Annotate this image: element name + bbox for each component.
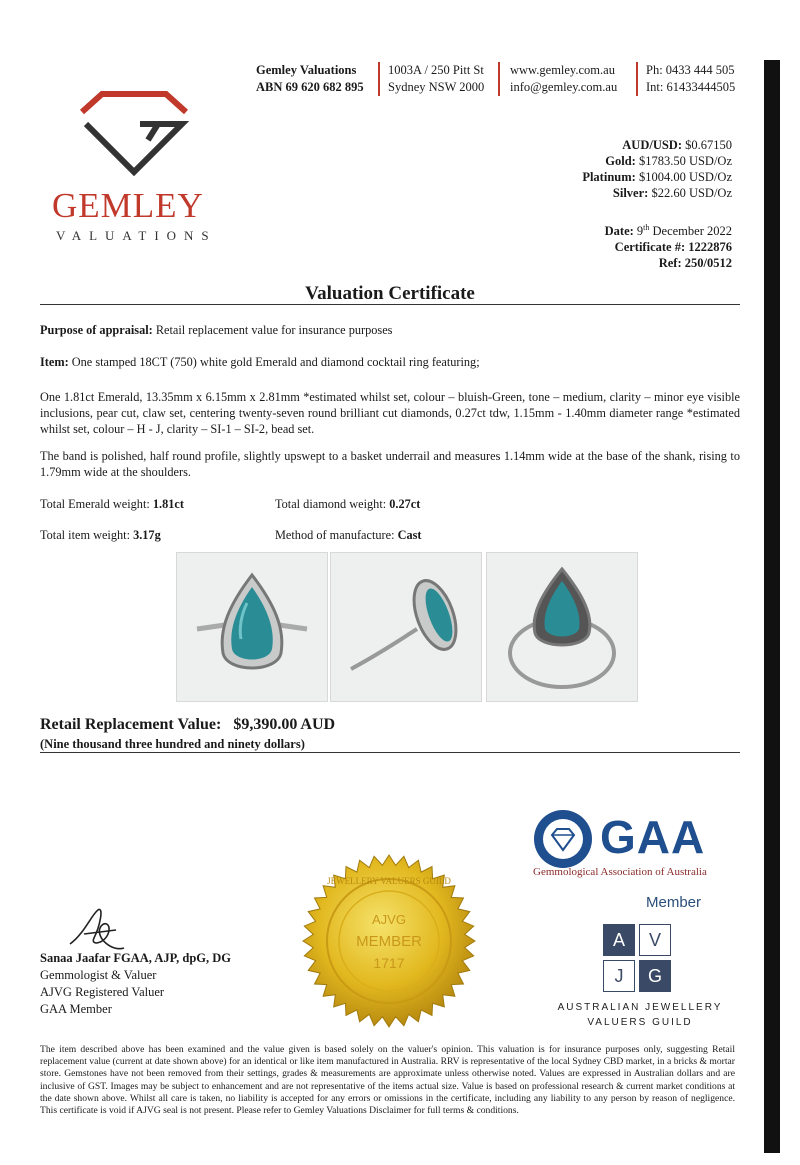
signer-role3: GAA Member [40, 1002, 112, 1016]
diamond-label: Total diamond weight: [275, 497, 387, 511]
emerald-value: 1.81ct [152, 497, 184, 511]
ring-front-icon [177, 553, 327, 701]
address-line1: 1003A / 250 Pitt St [388, 63, 484, 77]
header-divider [498, 62, 500, 96]
header-divider [636, 62, 638, 96]
brand-tagline: VALUATIONS [56, 228, 217, 243]
item-weight-label: Total item weight: [40, 528, 130, 542]
spec-diamond [275, 496, 420, 512]
description: One 1.81ct Emerald, 13.35mm x 6.15mm x 2.81mm *estimated whilst set, colour – bluish-Green, tone – medium, clarity – minor eye visible inclusions, pear cut, claw set, centering twenty-seven round brilliant cut diamonds, 0.27ct tdw, 1.15mm - 1.40mm diameter range *estimated whilst set, colour – H - J, clarity – SI-1 – SI-2, bead set. [40, 390, 740, 436]
signer-role1: Gemmologist & Valuer [40, 968, 157, 982]
page-title: Valuation Certificate [305, 283, 475, 304]
ajvg-letter-g: G [639, 960, 671, 992]
ring-side-icon [331, 553, 481, 701]
ring-photo-back [486, 552, 638, 702]
company-name: Gemley Valuations [256, 63, 357, 77]
address-line2: Sydney NSW 2000 [388, 80, 485, 94]
gaa-full-name: Gemmological Association of Australia [533, 866, 707, 878]
metal-rates [582, 137, 732, 201]
retail-value-words: (Nine thousand three hundred and ninety dollars) [40, 737, 305, 751]
header-divider [378, 62, 380, 96]
header-web [510, 62, 617, 96]
cert-number: 1222876 [688, 240, 732, 255]
gemley-logo-icon [78, 90, 190, 176]
email-link[interactable]: info@gemley.com.au [510, 80, 618, 94]
gold-value: $1783.50 USD/Oz [638, 154, 732, 168]
item [40, 354, 740, 370]
ajvg-letter-a: A [603, 924, 635, 956]
title-rule [40, 304, 740, 305]
spec-item-weight [40, 527, 161, 543]
audusd-label: AUD/USD: [622, 138, 682, 152]
sidebar-bar [764, 60, 780, 1153]
purpose-text: Retail replacement value for insurance purposes [155, 323, 393, 337]
retail-value [40, 716, 335, 734]
certificate-meta [605, 220, 732, 271]
signature-icon [64, 904, 134, 956]
gaa-emblem-icon [532, 808, 594, 870]
ajvg-gold-seal-icon [300, 852, 478, 1030]
gold-label: Gold: [605, 154, 636, 168]
diamond-value: 0.27ct [389, 497, 421, 511]
method-label: Method of manufacture: [275, 528, 395, 542]
date-rest: December 2022 [652, 224, 732, 239]
seal-ring-text: JEWELLERY VALUERS GUILD [327, 876, 451, 886]
platinum-value: $1004.00 USD/Oz [638, 170, 732, 184]
ajvg-line1: AUSTRALIAN JEWELLERY [557, 1002, 723, 1013]
date-day: 9 [636, 224, 644, 239]
phone: Ph: 0433 444 505 [646, 63, 735, 77]
abn: ABN 69 620 682 895 [256, 80, 364, 94]
seal-line2: MEMBER [356, 933, 422, 950]
spec-emerald [40, 496, 184, 512]
seal-line1: AJVG [372, 912, 406, 927]
header-phone [646, 62, 735, 96]
signer-role2: AJVG Registered Valuer [40, 985, 165, 999]
ref-number: 250/0512 [684, 256, 732, 271]
spec-method [275, 527, 422, 543]
retail-value-amount: $9,390.00 AUD [233, 716, 336, 733]
ring-back-icon [487, 553, 637, 701]
audusd-value: $0.67150 [685, 138, 732, 152]
item-label: Item: [40, 355, 69, 369]
purpose-label: Purpose of appraisal: [40, 323, 153, 337]
band-description: The band is polished, half round profile, slightly upswept to a basket underrail and measures 1.14mm wide at the base of the shank, rising to 1.79mm wide at the shoulders. [40, 449, 740, 479]
date-suffix: th [643, 223, 650, 232]
ajvg-line2: VALUERS GUILD [587, 1017, 693, 1028]
item-text: One stamped 18CT (750) white gold Emerald and diamond cocktail ring featuring; [71, 355, 480, 369]
header-address [388, 62, 484, 96]
cert-label: Certificate #: [614, 240, 686, 255]
ajvg-letter-v: V [639, 924, 671, 956]
gaa-abbr: GAA [600, 811, 706, 863]
ref-label: Ref: [658, 256, 682, 271]
silver-value: $22.60 USD/Oz [651, 186, 732, 200]
ajvg-logo [603, 924, 671, 992]
ring-photo-side [330, 552, 482, 702]
brand-name: GEMLEY [52, 186, 204, 225]
silver-label: Silver: [612, 186, 649, 200]
value-rule [40, 752, 740, 753]
retail-value-label: Retail Replacement Value: [40, 716, 222, 733]
intl-phone: Int: 61433444505 [646, 80, 736, 94]
emerald-label: Total Emerald weight: [40, 497, 150, 511]
platinum-label: Platinum: [582, 170, 636, 184]
gaa-member: Member [646, 894, 702, 911]
item-weight-value: 3.17g [133, 528, 161, 542]
ring-photo-front [176, 552, 328, 702]
disclaimer: The item described above has been examined and the value given is based solely on the valuer's opinion. This valuation is for insurance purposes only, suggesting Retail replacement value (current at date shown above) for an identical or like item manufactured in Australia. RRV is representative of the local Sydney CBD market, in a bricks & mortar store. Gemstones have not been removed from their settings, grades & measurements are approximate unless otherwise noted. Values are expressed in Australian dollars and are inclusive of GST. Images may be subject to enhancement and are not representative of the items actual size. Value is based on professional research & current market conditions at the date shown above. Whilst all care is taken, no liability is accepted for any errors or omissions in the certificate, including any liability to any person by reason of negligence. This certificate is void if AJVG seal is not present. Please refer to Gemley Valuations Disclaimer for full terms & conditions. [40, 1044, 735, 1117]
header-company [256, 62, 364, 96]
purpose [40, 322, 740, 338]
ajvg-name [545, 1000, 735, 1030]
signer-block [40, 950, 231, 1018]
signer-name: Sanaa Jaafar FGAA, AJP, dpG, DG [40, 951, 232, 965]
ajvg-letter-j: J [603, 960, 635, 992]
date-label: Date: [604, 224, 634, 239]
seal-line3: 1717 [373, 955, 405, 971]
method-value: Cast [397, 528, 422, 542]
website-link[interactable]: www.gemley.com.au [510, 63, 615, 77]
